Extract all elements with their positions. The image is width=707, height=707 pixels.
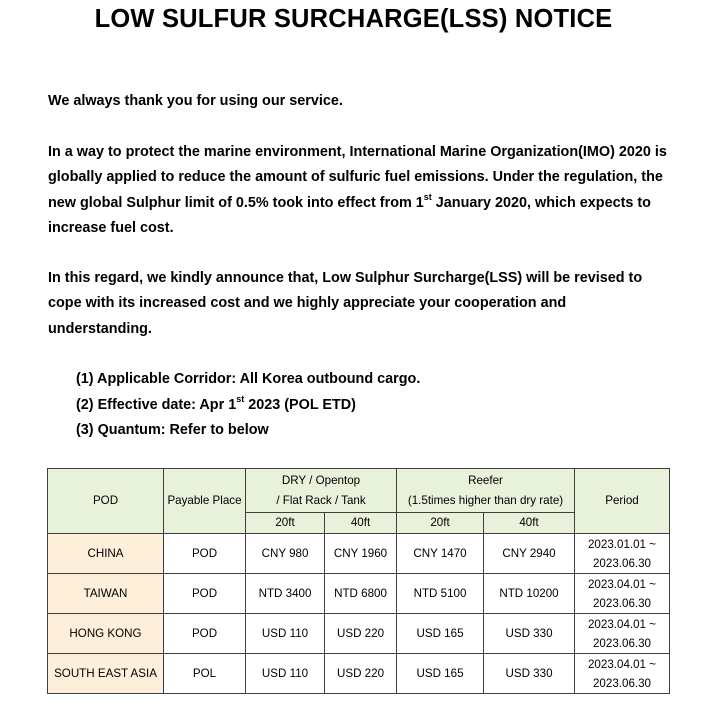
payable-cell: POL [164, 654, 246, 694]
page-title: LOW SULFUR SURCHARGE(LSS) NOTICE [94, 5, 613, 33]
period-end: 2023.06.30 [592, 556, 652, 570]
reefer-20ft-cell: USD 165 [397, 654, 484, 694]
details-list [76, 367, 420, 444]
announcement-paragraph: In this regard, we kindly announce that, Low Sulphur Surcharge(LSS) will be revised to cope with its increased cost and we highly appreciate your cooperation and understanding. [48, 270, 643, 337]
detail-effective-date [76, 393, 420, 419]
header-period: Period [575, 469, 670, 534]
reefer-40ft-cell: NTD 10200 [484, 574, 575, 614]
detail-corridor: (1) Applicable Corridor: All Korea outbound cargo. [76, 371, 421, 387]
period-end: 2023.06.30 [592, 636, 652, 650]
effective-date-tail: 2023 (POL ETD) [244, 396, 356, 413]
pod-cell: HONG KONG [48, 614, 164, 654]
period-cell [575, 654, 670, 694]
payable-cell: POD [164, 534, 246, 574]
dry-40ft-cell: CNY 1960 [325, 534, 397, 574]
header-reefer-20ft: 20ft [397, 513, 484, 534]
period-start: 2023.01.01 ~ [587, 537, 657, 551]
pod-cell: TAIWAN [48, 574, 164, 614]
header-reefer [397, 469, 575, 513]
detail-quantum: (3) Quantum: Refer to below [76, 422, 269, 439]
header-payable-place: Payable Place [164, 469, 246, 534]
header-reefer-line2: (1.5times higher than dry rate) [407, 493, 564, 507]
reefer-20ft-cell: USD 165 [397, 614, 484, 654]
period-start: 2023.04.01 ~ [587, 577, 657, 591]
dry-20ft-cell: CNY 980 [246, 534, 325, 574]
imo-paragraph-sup: st [423, 191, 432, 202]
table-row [48, 574, 670, 614]
effective-date-sup: st [236, 393, 245, 404]
period-end: 2023.06.30 [592, 676, 652, 690]
reefer-40ft-cell: USD 330 [484, 614, 575, 654]
reefer-20ft-cell: NTD 5100 [397, 574, 484, 614]
period-end: 2023.06.30 [592, 596, 652, 610]
header-pod: POD [48, 469, 164, 534]
imo-paragraph-text: In a way to protect the marine environment, International Marine Organization(IMO) 2020 is globally applied to reduce the amount of sulfuric fuel emissions. Under the regulation, the new global Sulphur limit of 0.5% took into effect from 1 [48, 144, 667, 211]
payable-cell: POD [164, 614, 246, 654]
header-dry-line1: DRY / Opentop [281, 473, 361, 487]
period-start: 2023.04.01 ~ [587, 617, 657, 631]
period-start: 2023.04.01 ~ [587, 657, 657, 671]
header-dry-20ft: 20ft [246, 513, 325, 534]
imo-paragraph [48, 140, 668, 241]
greeting-text: We always thank you for using our service. [48, 93, 343, 109]
pod-cell: CHINA [48, 534, 164, 574]
lss-rate-table [47, 468, 670, 694]
reefer-40ft-cell: USD 330 [484, 654, 575, 694]
dry-20ft-cell: USD 110 [246, 654, 325, 694]
header-dry [246, 469, 397, 513]
dry-20ft-cell: NTD 3400 [246, 574, 325, 614]
header-dry-40ft: 40ft [325, 513, 397, 534]
dry-40ft-cell: USD 220 [325, 654, 397, 694]
dry-20ft-cell: USD 110 [246, 614, 325, 654]
table-row [48, 614, 670, 654]
period-cell [575, 614, 670, 654]
header-reefer-40ft: 40ft [484, 513, 575, 534]
table-row [48, 534, 670, 574]
period-cell [575, 574, 670, 614]
table-row [48, 654, 670, 694]
reefer-20ft-cell: CNY 1470 [397, 534, 484, 574]
effective-date-text: (2) Effective date: Apr 1 [76, 396, 237, 413]
header-reefer-line1: Reefer [468, 473, 503, 487]
reefer-40ft-cell: CNY 2940 [484, 534, 575, 574]
dry-40ft-cell: USD 220 [325, 614, 397, 654]
payable-cell: POD [164, 574, 246, 614]
dry-40ft-cell: NTD 6800 [325, 574, 397, 614]
header-dry-line2: / Flat Rack / Tank [276, 493, 366, 507]
period-cell [575, 534, 670, 574]
pod-cell: SOUTH EAST ASIA [48, 654, 164, 694]
imo-paragraph-tail: January 2020, which expects to increase fuel cost. [48, 194, 651, 236]
